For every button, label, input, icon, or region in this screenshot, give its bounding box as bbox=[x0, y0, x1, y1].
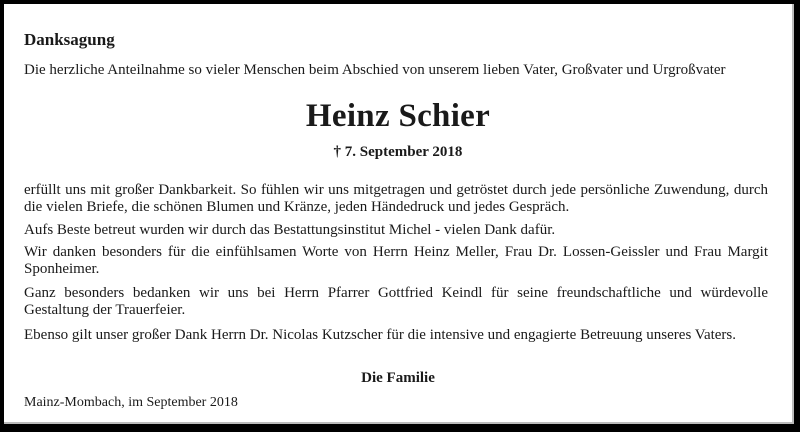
paragraph-pastor: Ganz besonders bedanken wir uns bei Herrn Pfarrer Gottfried Keindl für seine freundschaftliche und würdevolle Gestaltung der Trauerfeier. bbox=[24, 285, 768, 318]
deceased-name: Heinz Schier bbox=[305, 98, 491, 134]
paragraph-speakers: Wir danken besonders für die einfühlsamen Worte von Herrn Heinz Meller, Frau Dr. Lossen-Geissler und Frau Margit Sponheimer. bbox=[24, 244, 768, 277]
signature: Die Familie bbox=[361, 370, 435, 386]
intro-text: Die herzliche Anteilnahme so vieler Menschen beim Abschied von unserem lieben Vater, Großvater und Urgroßvater bbox=[24, 62, 726, 78]
paragraph-funeral-home: Aufs Beste betreut wurden wir durch das Bestattungsinstitut Michel - vielen Dank dafür. bbox=[24, 222, 556, 238]
paragraph-gratitude: erfüllt uns mit großer Dankbarkeit. So fühlen wir uns mitgetragen und getröstet durch jede persönliche Zuwendung, durch die vielen Briefe, die schönen Blumen und Kränze, jeden Händedruck und jedes Gespräch. bbox=[24, 182, 768, 215]
obituary-notice bbox=[4, 4, 794, 424]
paragraph-doctor: Ebenso gilt unser großer Dank Herrn Dr. Nicolas Kutzscher für die intensive und engagierte Betreuung unseres Vaters. bbox=[24, 327, 737, 343]
notice-heading: Danksagung bbox=[24, 30, 115, 49]
place-and-date: Mainz-Mombach, im September 2018 bbox=[24, 395, 238, 410]
death-date: † 7. September 2018 bbox=[333, 144, 463, 160]
